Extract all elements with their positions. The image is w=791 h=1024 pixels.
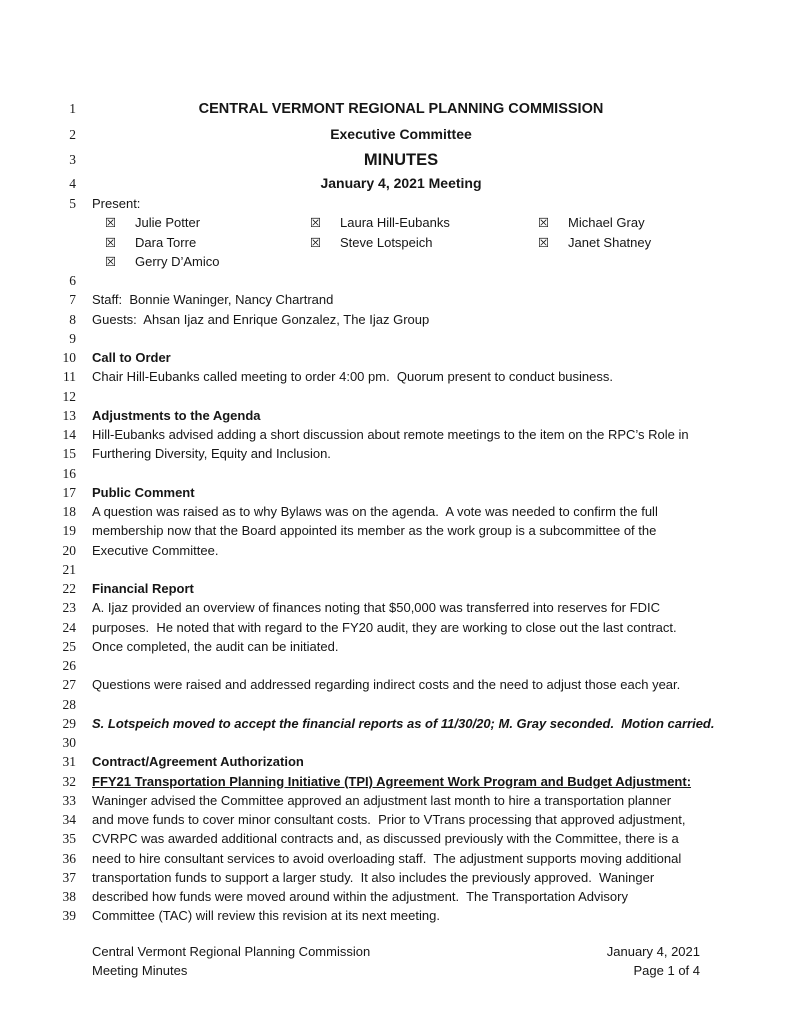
checked-checkbox-icon: ☒ bbox=[538, 216, 550, 231]
doc-line-28 bbox=[0, 695, 791, 714]
line-text bbox=[92, 733, 710, 752]
doc-line-16 bbox=[0, 464, 791, 483]
line-text: Present: bbox=[92, 196, 141, 211]
line-number bbox=[0, 213, 76, 232]
doc-line-23 bbox=[0, 598, 791, 617]
attendee bbox=[105, 233, 196, 253]
line-text: need to hire consultant services to avoid overloading staff. The adjustment supports moving additional bbox=[92, 850, 682, 866]
doc-line-22 bbox=[0, 579, 791, 598]
doc-line-32 bbox=[0, 772, 791, 791]
doc-line-36 bbox=[0, 849, 791, 868]
line-text: Executive Committee bbox=[330, 126, 472, 142]
line-text: Hill-Eubanks advised adding a short discussion about remote meetings to the item on the RPC’s Role in bbox=[92, 427, 689, 442]
doc-line-10 bbox=[0, 348, 791, 367]
line-text: membership now that the Board appointed its member as the work group is a subcommittee of the bbox=[92, 523, 657, 539]
line-number: 22 bbox=[62, 581, 76, 596]
line-text: Contract/Agreement Authorization bbox=[92, 754, 304, 770]
footer-right bbox=[607, 942, 700, 980]
line-number: 19 bbox=[62, 523, 76, 539]
line-text: described how funds were moved around within the adjustment. The Transportation Advisory bbox=[92, 889, 628, 904]
checked-checkbox-icon: ☒ bbox=[310, 235, 322, 250]
line-text: January 4, 2021 Meeting bbox=[320, 175, 482, 191]
line-number: 26 bbox=[62, 658, 76, 673]
line-number: 21 bbox=[62, 561, 76, 577]
line-number: 12 bbox=[62, 388, 76, 404]
line-number: 39 bbox=[62, 908, 76, 924]
line-text: Waninger advised the Committee approved an adjustment last month to hire a transportation planner bbox=[92, 792, 672, 808]
line-text: Call to Order bbox=[92, 350, 171, 365]
attendee bbox=[538, 213, 645, 233]
attendee-row bbox=[92, 252, 710, 271]
doc-line-33 bbox=[0, 791, 791, 810]
doc-line-12 bbox=[0, 387, 791, 406]
line-text bbox=[92, 387, 710, 406]
line-number: 24 bbox=[62, 619, 76, 635]
doc-line-5 bbox=[0, 194, 791, 213]
line-text: A. Ijaz provided an overview of finances noting that $50,000 was transferred into reserves for FDIC bbox=[92, 600, 660, 616]
page-footer bbox=[92, 942, 700, 980]
line-number: 9 bbox=[69, 330, 76, 346]
line-number: 10 bbox=[62, 350, 76, 365]
line-number: 15 bbox=[62, 446, 76, 462]
line-number: 13 bbox=[62, 407, 76, 423]
doc-line-14 bbox=[0, 425, 791, 444]
checked-checkbox-icon: ☒ bbox=[105, 235, 117, 250]
doc-line-34 bbox=[0, 810, 791, 829]
attendee bbox=[105, 252, 220, 272]
line-text: S. Lotspeich moved to accept the financial reports as of 11/30/20; M. Gray seconded. Motion carried. bbox=[92, 715, 715, 731]
line-text: Adjustments to the Agenda bbox=[92, 407, 261, 423]
doc-line-24 bbox=[0, 618, 791, 637]
line-text: CVRPC was awarded additional contracts and, as discussed previously with the Committee, there is a bbox=[92, 831, 679, 847]
line-text: Guests: Ahsan Ijaz and Enrique Gonzalez, The Ijaz Group bbox=[92, 311, 430, 327]
doc-line-2 bbox=[0, 122, 791, 147]
line-text: and move funds to cover minor consultant costs. Prior to VTrans processing that approved adjustment, bbox=[92, 812, 686, 827]
doc-line-31 bbox=[0, 752, 791, 771]
doc-line-35 bbox=[0, 829, 791, 848]
attendee-name: Steve Lotspeich bbox=[340, 234, 433, 250]
line-text: purposes. He noted that with regard to the FY20 audit, they are working to close out the last contract. bbox=[92, 619, 677, 635]
line-number: 17 bbox=[62, 484, 76, 500]
line-number: 18 bbox=[62, 504, 76, 519]
line-number: 7 bbox=[69, 292, 76, 308]
doc-line bbox=[0, 233, 791, 252]
line-number: 4 bbox=[69, 176, 76, 191]
line-text bbox=[92, 464, 710, 483]
doc-line-15 bbox=[0, 444, 791, 463]
attendee-row bbox=[92, 233, 710, 252]
doc-line-29 bbox=[0, 714, 791, 733]
line-number: 36 bbox=[62, 850, 76, 866]
doc-line-30 bbox=[0, 733, 791, 752]
doc-line-20 bbox=[0, 541, 791, 560]
doc-line-17 bbox=[0, 483, 791, 502]
attendee-name: Michael Gray bbox=[568, 215, 645, 231]
attendee-name: Gerry D’Amico bbox=[135, 253, 220, 269]
attendee bbox=[105, 213, 200, 233]
line-number: 37 bbox=[62, 869, 76, 885]
line-text bbox=[92, 656, 710, 675]
line-number: 30 bbox=[62, 735, 76, 750]
line-text: Questions were raised and addressed regarding indirect costs and the need to adjust those each year. bbox=[92, 677, 681, 693]
doc-line-3 bbox=[0, 147, 791, 173]
line-number: 33 bbox=[62, 792, 76, 808]
line-text: Public Comment bbox=[92, 484, 195, 500]
document-body bbox=[0, 96, 791, 926]
line-number: 5 bbox=[69, 196, 76, 211]
line-number: 29 bbox=[62, 715, 76, 731]
line-number: 2 bbox=[69, 127, 76, 142]
doc-line-1 bbox=[0, 96, 791, 122]
line-number: 3 bbox=[69, 152, 76, 167]
doc-line-13 bbox=[0, 406, 791, 425]
line-text: Committee (TAC) will review this revision at its next meeting. bbox=[92, 908, 440, 924]
line-text: Financial Report bbox=[92, 581, 194, 596]
footer-document-type: Meeting Minutes bbox=[92, 963, 188, 978]
line-text: Once completed, the audit can be initiated. bbox=[92, 638, 339, 654]
footer-left bbox=[92, 942, 370, 980]
footer-date: January 4, 2021 bbox=[606, 944, 700, 959]
line-number: 34 bbox=[62, 812, 76, 827]
doc-line-38 bbox=[0, 887, 791, 906]
line-text: Staff: Bonnie Waninger, Nancy Chartrand bbox=[92, 292, 334, 308]
doc-line-37 bbox=[0, 868, 791, 887]
checked-checkbox-icon: ☒ bbox=[105, 254, 117, 269]
doc-line-19 bbox=[0, 521, 791, 540]
line-text bbox=[92, 560, 710, 579]
line-number: 38 bbox=[62, 889, 76, 904]
doc-line-11 bbox=[0, 367, 791, 386]
doc-line bbox=[0, 252, 791, 271]
line-number: 6 bbox=[69, 273, 76, 288]
line-text: Furthering Diversity, Equity and Inclusion. bbox=[92, 446, 331, 462]
footer-organization: Central Vermont Regional Planning Commission bbox=[92, 944, 371, 959]
checked-checkbox-icon: ☒ bbox=[310, 216, 322, 231]
line-number: 31 bbox=[62, 754, 76, 770]
line-number: 25 bbox=[62, 638, 76, 654]
doc-line-6 bbox=[0, 271, 791, 290]
doc-line-8 bbox=[0, 310, 791, 329]
attendee-name: Janet Shatney bbox=[568, 234, 652, 250]
line-number: 16 bbox=[62, 465, 76, 481]
line-number: 32 bbox=[62, 773, 76, 789]
attendee bbox=[310, 233, 433, 253]
line-text: Chair Hill-Eubanks called meeting to order 4:00 pm. Quorum present to conduct business. bbox=[92, 369, 613, 385]
doc-line-9 bbox=[0, 329, 791, 348]
doc-line-7 bbox=[0, 290, 791, 309]
line-number: 8 bbox=[69, 311, 76, 327]
doc-line-27 bbox=[0, 675, 791, 694]
attendee-name: Laura Hill-Eubanks bbox=[340, 215, 450, 231]
attendee bbox=[538, 233, 651, 253]
doc-line bbox=[0, 213, 791, 232]
line-number: 20 bbox=[62, 542, 76, 558]
line-number bbox=[0, 233, 76, 252]
line-text: CENTRAL VERMONT REGIONAL PLANNING COMMISSION bbox=[198, 101, 604, 117]
line-text bbox=[92, 271, 710, 290]
line-text: transportation funds to support a larger study. It also includes the previously approved. Waninger bbox=[92, 869, 655, 885]
doc-line-21 bbox=[0, 560, 791, 579]
line-number: 27 bbox=[62, 677, 76, 693]
line-text: A question was raised as to why Bylaws was on the agenda. A vote was needed to confirm the full bbox=[92, 504, 658, 519]
line-text: Executive Committee. bbox=[92, 542, 219, 558]
line-number: 28 bbox=[62, 696, 76, 712]
doc-line-18 bbox=[0, 502, 791, 521]
attendee-row bbox=[92, 213, 710, 232]
line-number: 14 bbox=[62, 427, 76, 442]
footer-page-number: Page 1 of 4 bbox=[633, 963, 700, 978]
line-number: 11 bbox=[63, 369, 76, 385]
doc-line-26 bbox=[0, 656, 791, 675]
line-text: MINUTES bbox=[363, 151, 439, 169]
line-text: FFY21 Transportation Planning Initiative (TPI) Agreement Work Program and Budget Adjustment: bbox=[92, 773, 692, 789]
attendee-name: Dara Torre bbox=[135, 234, 197, 250]
doc-line-4 bbox=[0, 173, 791, 194]
line-number: 35 bbox=[62, 831, 76, 847]
attendee bbox=[310, 213, 450, 233]
checked-checkbox-icon: ☒ bbox=[105, 216, 117, 231]
line-number: 23 bbox=[62, 600, 76, 616]
line-text bbox=[92, 329, 710, 348]
doc-line-39 bbox=[0, 906, 791, 925]
line-number: 1 bbox=[69, 101, 76, 116]
attendee-name: Julie Potter bbox=[135, 215, 201, 231]
line-number bbox=[0, 252, 76, 271]
doc-line-25 bbox=[0, 637, 791, 656]
line-text bbox=[92, 695, 710, 714]
checked-checkbox-icon: ☒ bbox=[538, 235, 550, 250]
